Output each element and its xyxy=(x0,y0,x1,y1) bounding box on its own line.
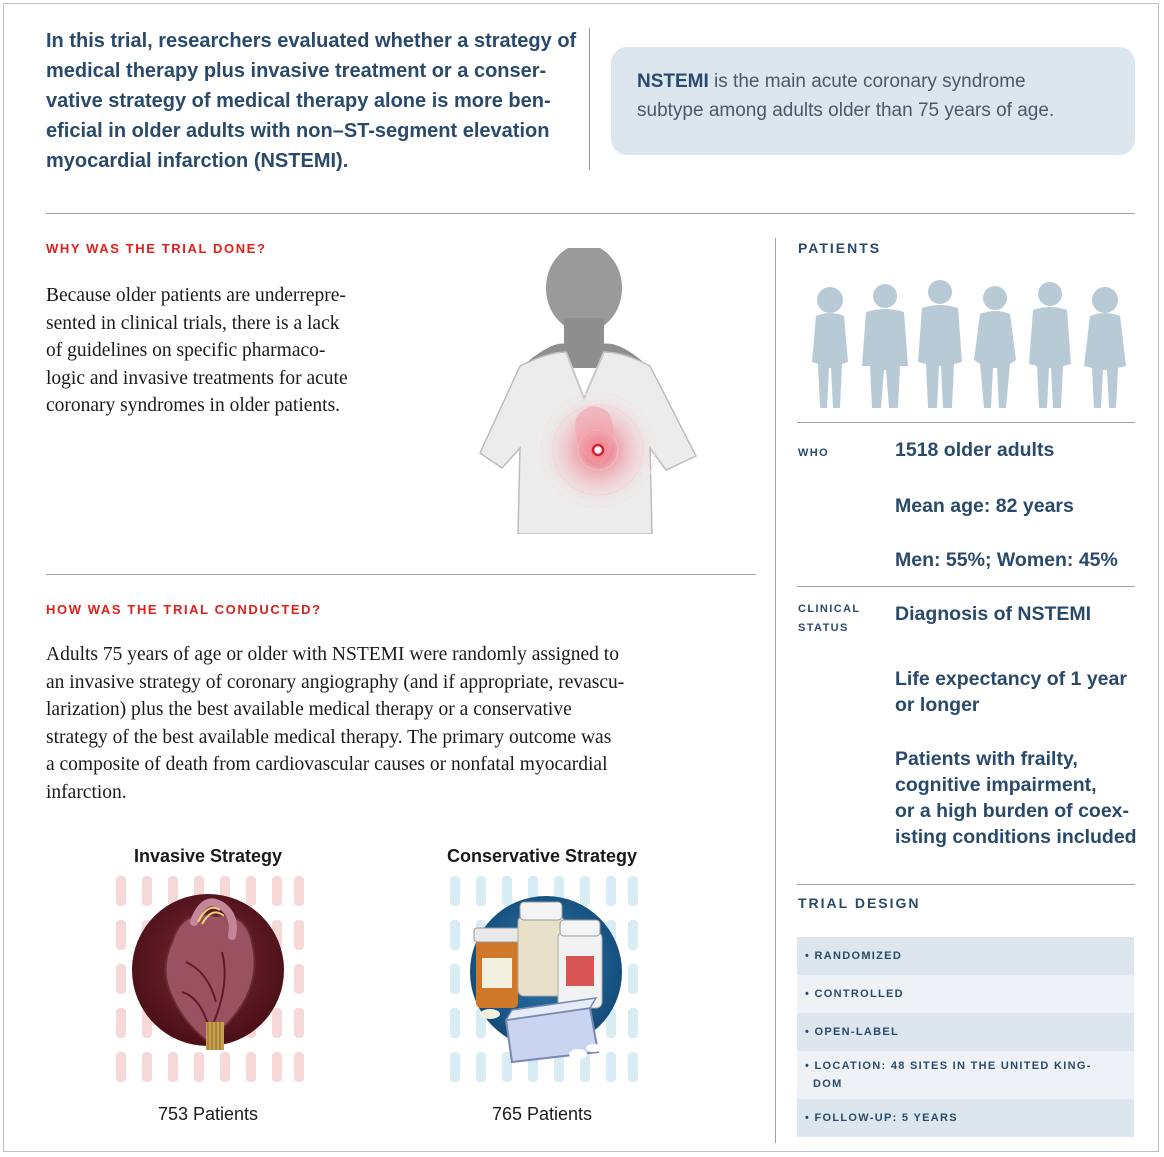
invasive-patients-count: 753 Patients xyxy=(157,1104,259,1124)
who-label: WHO xyxy=(798,447,830,459)
clinical-line: isting conditions included xyxy=(895,826,1137,848)
design-divider xyxy=(797,884,1135,885)
clinical-line: Life expectancy of 1 year xyxy=(895,668,1127,690)
patients-heading: PATIENTS xyxy=(798,240,882,256)
how-line: a composite of death from cardiovascular causes or nonfatal myocardial xyxy=(46,754,608,775)
invasive-strategy-title: Invasive Strategy xyxy=(133,846,283,866)
patients-divider xyxy=(797,422,1135,423)
clinical-life-expectancy xyxy=(895,666,1140,718)
chest-pain-patient-illustration xyxy=(460,248,710,534)
clinical-diagnosis: Diagnosis of NSTEMI xyxy=(895,603,1092,625)
why-heading: WHY WAS THE TRIAL DONE? xyxy=(46,241,267,256)
conservative-strategy-illustration xyxy=(446,872,642,1100)
how-line: infarction. xyxy=(46,781,127,803)
why-line: coronary syndromes in older patients. xyxy=(46,395,341,416)
silhouette-man-3 xyxy=(1029,282,1071,408)
clinical-line: or a high burden of coex- xyxy=(895,800,1130,822)
clinical-line: or longer xyxy=(895,694,980,716)
nstemi-callout xyxy=(611,47,1135,155)
silhouette-woman-2 xyxy=(974,286,1016,408)
conservative-strategy-title: Conservative Strategy xyxy=(446,846,638,866)
intro-line: medical therapy plus invasive treatment or a conser- xyxy=(46,60,547,82)
intro-line: In this trial, researchers evaluated whether a strategy of xyxy=(46,30,577,52)
clinical-label-line: STATUS xyxy=(798,622,849,634)
clinical-line: cognitive impairment, xyxy=(895,774,1097,796)
clinical-frailty xyxy=(895,746,1140,850)
how-line: Adults 75 years of age or older with NSTEMI were randomly assigned to xyxy=(46,644,619,665)
callout-text: is the main acute coronary syndrome xyxy=(708,71,1026,92)
who-mean-age: Mean age: 82 years xyxy=(895,495,1074,517)
design-location-line: • LOCATION: 48 SITES IN THE UNITED KING- xyxy=(805,1060,1092,1072)
why-line: sented in clinical trials, there is a lack xyxy=(46,312,340,334)
callout-term: NSTEMI xyxy=(637,71,709,92)
trial-design-heading: TRIAL DESIGN xyxy=(798,895,921,911)
silhouette-woman-1 xyxy=(812,287,848,408)
intro-paragraph xyxy=(46,26,586,176)
sidebar-divider xyxy=(775,238,776,1143)
design-randomized: • RANDOMIZED xyxy=(797,937,1134,975)
mid-divider xyxy=(46,574,756,575)
intro-divider xyxy=(589,28,590,170)
why-line: logic and invasive treatments for acute xyxy=(46,367,348,389)
silhouette-man-1 xyxy=(862,284,908,408)
clinical-label-line: CLINICAL xyxy=(798,603,861,615)
design-location-line: DOM xyxy=(813,1078,843,1090)
callout-text: subtype among adults older than 75 years of age. xyxy=(637,100,1055,121)
how-line: an invasive strategy of coronary angiography (and if appropriate, revascu- xyxy=(46,671,625,693)
design-controlled: • CONTROLLED xyxy=(797,975,1134,1013)
silhouette-woman-3 xyxy=(1084,287,1126,408)
how-heading: HOW WAS THE TRIAL CONDUCTED? xyxy=(46,602,322,617)
who-divider xyxy=(797,586,1135,587)
why-line: Because older patients are underrepre- xyxy=(46,285,346,306)
why-paragraph xyxy=(46,282,426,420)
intro-line: vative strategy of medical therapy alone is more ben- xyxy=(46,90,551,112)
invasive-strategy-illustration xyxy=(112,872,308,1100)
patient-silhouettes xyxy=(800,276,1136,416)
clinical-line: Patients with frailty, xyxy=(895,748,1078,770)
design-location xyxy=(797,1051,1134,1099)
how-paragraph xyxy=(46,641,746,806)
why-line: of guidelines on specific pharmaco- xyxy=(46,340,326,361)
silhouette-man-2 xyxy=(918,280,962,408)
who-count: 1518 older adults xyxy=(895,439,1055,461)
top-divider xyxy=(46,213,1135,214)
intro-line: myocardial infarction (NSTEMI). xyxy=(46,150,349,172)
how-line: larization) plus the best available medical therapy or a conservative xyxy=(46,699,572,720)
design-follow-up: • FOLLOW-UP: 5 YEARS xyxy=(797,1099,1134,1137)
how-line: strategy of the best available medical therapy. The primary outcome was xyxy=(46,726,612,748)
who-sex-split: Men: 55%; Women: 45% xyxy=(895,549,1118,571)
conservative-patients-count: 765 Patients xyxy=(491,1104,593,1124)
intro-line: eficial in older adults with non–ST-segment elevation xyxy=(46,120,550,142)
design-open-label: • OPEN-LABEL xyxy=(797,1013,1134,1051)
clinical-status-label xyxy=(798,600,861,638)
